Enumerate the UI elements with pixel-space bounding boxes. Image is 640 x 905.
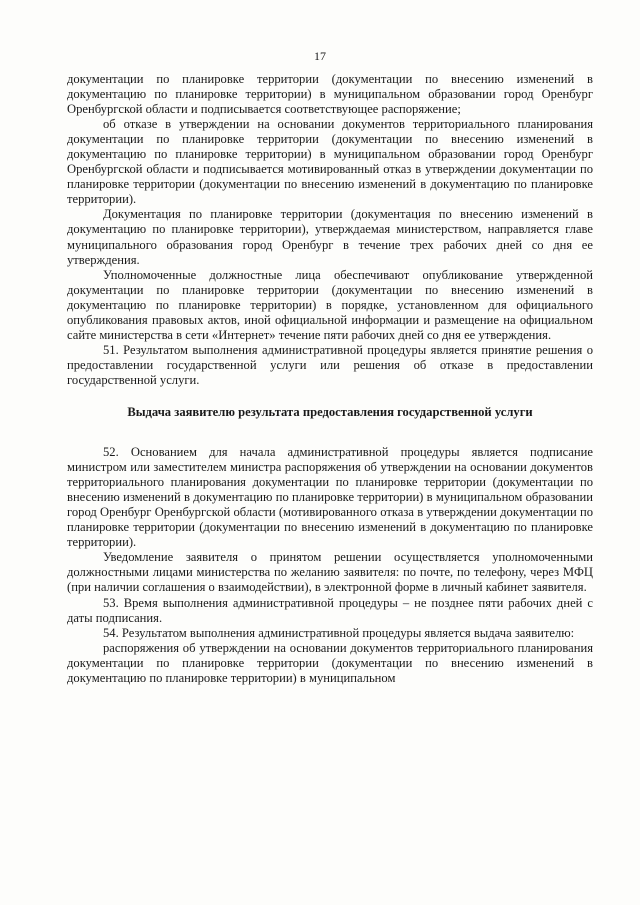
- paragraph: Уполномоченные должностные лица обеспечивают опубликование утвержденной документации по планировке территории (документации по внесению изменений в документацию по планировке территории) в порядке, установленном для официального опубликования правовых актов, иной официальной информации и размещение на официальном сайте министерства в сети «Интернет» течение пяти рабочих дней со дня ее утверждения.: [67, 267, 593, 342]
- paragraph: 54. Результатом выполнения административной процедуры является выдача заявителю:: [103, 625, 575, 640]
- paragraph: 51. Результатом выполнения административной процедуры является принятие решения о предоставлении государственной услуги или решения об отказе в предоставлении государственной услуги.: [67, 342, 593, 387]
- paragraph: Уведомление заявителя о принятом решении осуществляется уполномоченными должностными лицами министерства по желанию заявителя: по почте, по телефону, через МФЦ (при наличии соглашения о взаимодействии), в электронной форме в личный кабинет заявителя.: [67, 550, 593, 595]
- page-number: 17: [314, 49, 326, 63]
- paragraph: 52. Основанием для начала административной процедуры является подписание министром или заместителем министра распоряжения об утверждении на основании документов территориального планирования документации по планировке территории (документации по внесению изменений в документацию по планировке территории) в муниципальном образовании город Оренбург Оренбургской области (мотивированного отказа в утверждении документации по планировке территории (документации по внесению изменений в документацию по планировке территории).: [67, 445, 593, 550]
- paragraph: Документация по планировке территории (документация по внесению изменений в документацию по планировке территории), утверждаемая министерством, направляется главе муниципального образования город Оренбург в течение трех рабочих дней со дня ее утверждения.: [67, 207, 593, 267]
- paragraph: распоряжения об утверждении на основании документов территориального планирования документации по планировке территории (документации по внесению изменений в документацию по планировке территории) в муниципальном: [67, 640, 593, 685]
- paragraph: документации по планировке территории (документации по внесению изменений в документацию по планировке территории) в муниципальном образовании город Оренбург Оренбургской области и подписывается соответствующее распоряжение;: [67, 72, 593, 117]
- section-heading: Выдача заявителю результата предоставления государственной услуги: [127, 404, 533, 419]
- paragraph: 53. Время выполнения административной процедуры – не позднее пяти рабочих дней с даты подписания.: [67, 595, 593, 625]
- document-body: [67, 72, 593, 686]
- paragraph: об отказе в утверждении на основании документов территориального планирования документации по планировке территории (документации по внесению изменений в документацию по планировке территории) в муниципальном образовании город Оренбург Оренбургской области и подписывается мотивированный отказ в утверждении документации по планировке территории (документации по внесению изменений в документацию по планировке территории).: [67, 117, 593, 207]
